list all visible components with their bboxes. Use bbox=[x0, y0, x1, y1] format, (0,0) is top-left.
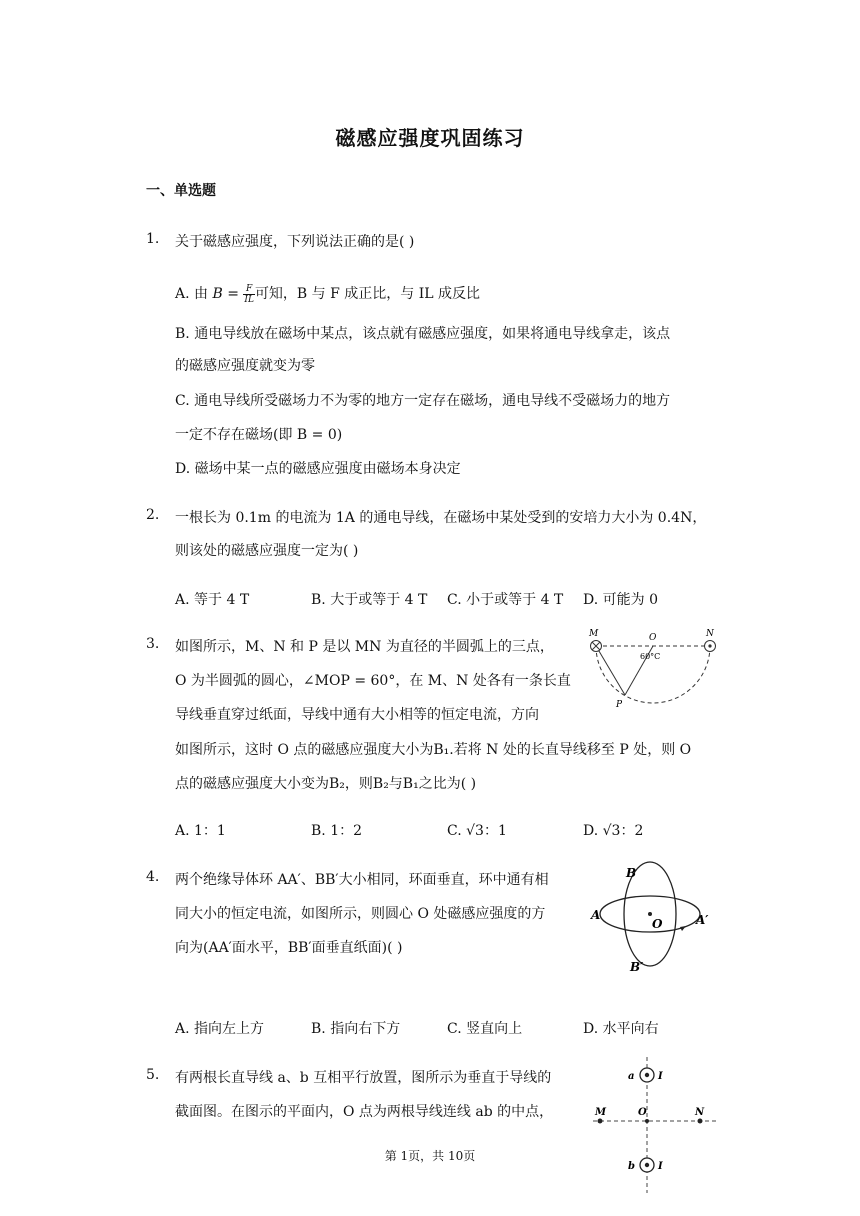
label-a: A bbox=[591, 908, 601, 922]
center-dot bbox=[648, 912, 652, 916]
option-d: D. 磁场中某一点的磁感应强度由磁场本身决定 bbox=[175, 461, 461, 477]
point-n bbox=[698, 1119, 703, 1124]
label-m: M bbox=[595, 1107, 607, 1118]
option-c-line2: 一定不存在磁场(即 B = 0) bbox=[175, 427, 343, 443]
question-stem-line2: 同大小的恒定电流，如图所示，则圆心 O 处磁感应强度的方 bbox=[175, 906, 546, 922]
option-a: A. 1：1 bbox=[175, 823, 226, 839]
question-number: 3. bbox=[146, 636, 160, 652]
option-a-suffix: 可知，B 与 F 成正比，与 IL 成反比 bbox=[254, 286, 481, 302]
option-b: B. 大于或等于 4 T bbox=[311, 592, 428, 608]
parallel-wires-figure bbox=[588, 1057, 718, 1193]
option-b: B. 指向右下方 bbox=[311, 1021, 401, 1037]
question-stem-line3: 向为(AA′面水平，BB′面垂直纸面)( ) bbox=[175, 940, 403, 956]
question-number: 5. bbox=[146, 1067, 160, 1083]
label-b-prime: B′ bbox=[630, 960, 644, 974]
label-n: N bbox=[695, 1107, 705, 1118]
label-o: O bbox=[638, 1107, 647, 1118]
option-d: D. 水平向右 bbox=[583, 1021, 659, 1037]
question-number: 4. bbox=[146, 869, 160, 885]
label-o: O bbox=[649, 633, 657, 643]
question-stem-line2: 截面图。在图示的平面内，O 点为两根导线连线 ab 的中点， bbox=[175, 1104, 554, 1120]
point-m bbox=[598, 1119, 603, 1124]
label-b: b bbox=[628, 1161, 635, 1172]
question-stem-line1: 一根长为 0.1m 的电流为 1A 的通电导线，在磁场中某处受到的安培力大小为 0.4N， bbox=[175, 510, 707, 526]
label-b: B bbox=[626, 866, 637, 880]
point-o bbox=[645, 1119, 649, 1123]
label-a-prime: A′ bbox=[696, 913, 709, 927]
question-stem-line3: 导线垂直穿过纸面，导线中通有大小相等的恒定电流，方向 bbox=[175, 707, 539, 723]
page-title: 磁感应强度巩固练习 bbox=[335, 126, 525, 150]
question-stem-line4: 如图所示，这时 O 点的磁感应强度大小为B₁.若将 N 处的长直导线移至 P 处，则 O bbox=[175, 742, 692, 758]
option-a: A. 等于 4 T bbox=[175, 592, 250, 608]
label-i-bottom: I bbox=[658, 1161, 663, 1172]
label-n: N bbox=[706, 629, 714, 639]
semicircle-wires-figure bbox=[585, 626, 725, 712]
label-p: P bbox=[616, 700, 623, 710]
question-stem-line1: 有两根长直导线 a、b 互相平行放置，图所示为垂直于导线的 bbox=[175, 1070, 552, 1086]
fraction-numerator: F bbox=[243, 284, 255, 295]
question-number: 1. bbox=[146, 231, 160, 247]
question-number: 2. bbox=[146, 507, 160, 523]
option-c: C. 小于或等于 4 T bbox=[447, 592, 564, 608]
option-a-prefix: A. 由 bbox=[175, 286, 213, 302]
angle-label: 60°C bbox=[640, 652, 661, 661]
question-stem: 关于磁感应强度，下列说法正确的是( ) bbox=[175, 234, 415, 250]
chord-mp bbox=[596, 646, 625, 695]
option-a bbox=[175, 283, 480, 305]
option-a: A. 指向左上方 bbox=[175, 1021, 265, 1037]
formula-fraction bbox=[243, 284, 255, 305]
label-a: a bbox=[628, 1071, 635, 1082]
formula-lhs: B = bbox=[212, 286, 239, 302]
question-stem-line1: 两个绝缘导体环 AA′、BB′大小相同，环面垂直，环中通有相 bbox=[175, 872, 549, 888]
question-stem-line5: 点的磁感应强度大小变为B₂，则B₂与B₁之比为( ) bbox=[175, 776, 477, 792]
section-heading: 一、单选题 bbox=[146, 183, 216, 199]
question-stem-line1: 如图所示，M、N 和 P 是以 MN 为直径的半圆弧上的三点， bbox=[175, 639, 554, 655]
option-c-line1: C. 通电导线所受磁场力不为零的地方一定存在磁场，通电导线不受磁场力的地方 bbox=[175, 393, 671, 409]
label-o: O bbox=[652, 917, 663, 931]
fraction-denominator: IL bbox=[244, 294, 254, 305]
option-c: C. √3：1 bbox=[447, 823, 507, 839]
current-arrow-icon bbox=[680, 926, 686, 931]
option-b: B. 1：2 bbox=[311, 823, 363, 839]
option-d: D. √3：2 bbox=[583, 823, 644, 839]
option-d: D. 可能为 0 bbox=[583, 592, 658, 608]
two-rings-figure bbox=[588, 858, 718, 978]
label-m: M bbox=[589, 629, 599, 639]
option-b-line1: B. 通电导线放在磁场中某点，该点就有磁感应强度，如果将通电导线拿走，该点 bbox=[175, 326, 671, 342]
question-stem-line2: 则该处的磁感应强度一定为( ) bbox=[175, 543, 359, 559]
label-i-top: I bbox=[658, 1071, 663, 1082]
option-b-line2: 的磁感应强度就变为零 bbox=[175, 358, 315, 374]
page-footer: 第 1页，共 10页 bbox=[384, 1149, 476, 1163]
option-c: C. 竖直向上 bbox=[447, 1021, 523, 1037]
question-stem-line2: O 为半圆弧的圆心，∠MOP = 60°，在 M、N 处各有一条长直 bbox=[175, 673, 571, 689]
